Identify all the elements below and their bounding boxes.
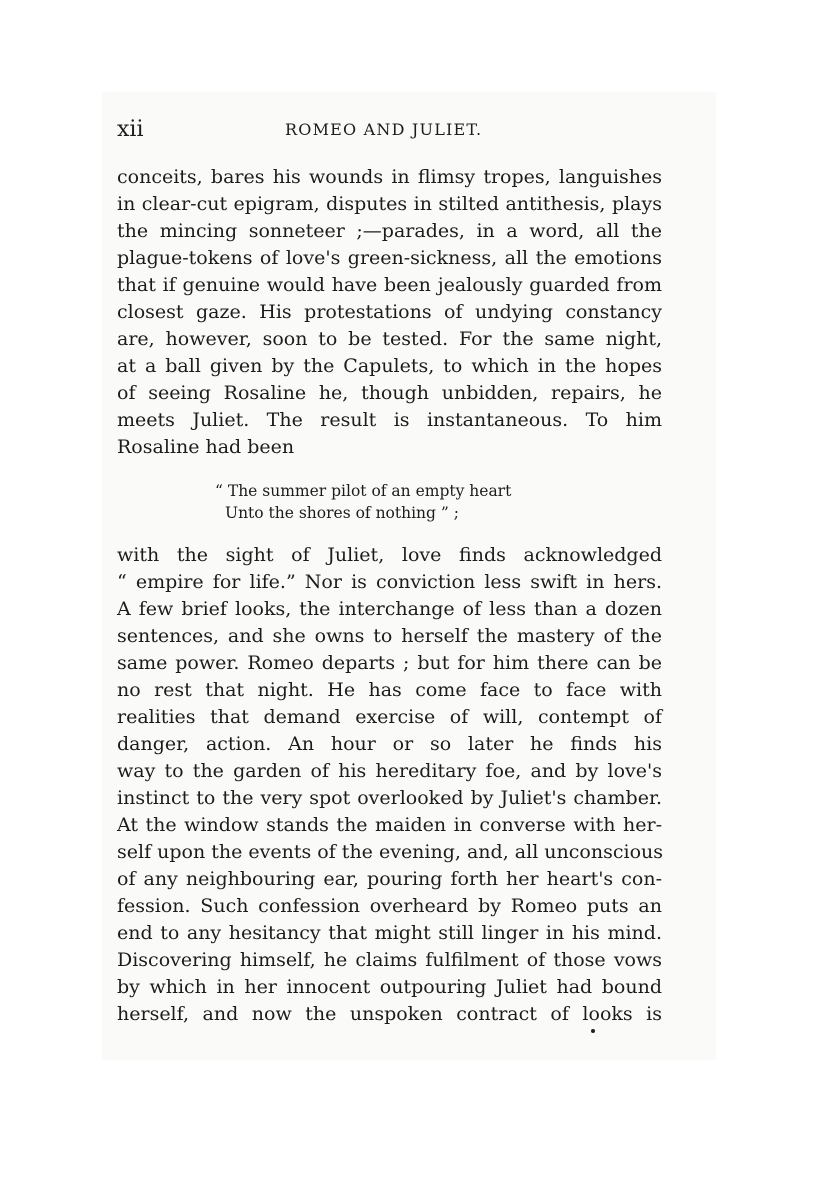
text-line: the mincing sonneteer ;—parades, in a word, all the (117, 220, 662, 242)
paragraph-2 (117, 542, 662, 1028)
text-line: instinct to the very spot overlooked by Juliet's chamber. (117, 787, 662, 809)
text-line: of any neighbouring ear, pouring forth her heart's con- (117, 868, 662, 890)
text-line: plague-tokens of love's green-sickness, all the emotions (117, 247, 662, 269)
text-line: at a ball given by the Capulets, to which in the hopes (117, 355, 662, 377)
text-line: that if genuine would have been jealously guarded from (117, 274, 662, 296)
text-line: are, however, soon to be tested. For the same night, (117, 328, 662, 350)
quote-line: Unto the shores of nothing ” ; (225, 504, 459, 522)
text-line: “ empire for life.” Nor is conviction less swift in hers. (117, 571, 662, 593)
text-line: by which in her innocent outpouring Juliet had bound (117, 976, 662, 998)
text-line: realities that demand exercise of will, contempt of (117, 706, 662, 728)
text-line: herself, and now the unspoken contract of looks is (117, 1003, 662, 1025)
text-line: of seeing Rosaline he, though unbidden, repairs, he (117, 382, 662, 404)
page-number: xii (117, 117, 144, 142)
page-header (117, 117, 662, 147)
text-line: sentences, and she owns to herself the mastery of the (117, 625, 662, 647)
running-title: ROMEO AND JULIET. (285, 120, 483, 139)
text-line: fession. Such confession overheard by Romeo puts an (117, 895, 662, 917)
text-line: end to any hesitancy that might still linger in his mind. (117, 922, 662, 944)
text-line: self upon the events of the evening, and, all unconscious (117, 841, 663, 863)
text-line: danger, action. An hour or so later he finds his (117, 733, 662, 755)
text-line: in clear-cut epigram, disputes in stilted antithesis, plays (117, 193, 662, 215)
text-line: meets Juliet. The result is instantaneous. To him (117, 409, 662, 431)
text-line: A few brief looks, the interchange of less than a dozen (117, 598, 662, 620)
text-line: same power. Romeo departs ; but for him there can be (117, 652, 662, 674)
verse-quote (215, 480, 511, 524)
text-line: way to the garden of his hereditary foe, and by love's (117, 760, 662, 782)
ink-speck (591, 1029, 595, 1033)
quote-line: “ The summer pilot of an empty heart (215, 482, 512, 500)
text-line: closest gaze. His protestations of undying constancy (117, 301, 662, 323)
text-line: Discovering himself, he claims fulfilment of those vows (117, 949, 662, 971)
text-line: no rest that night. He has come face to face with (117, 679, 662, 701)
text-line: conceits, bares his wounds in flimsy tropes, languishes (117, 166, 662, 188)
text-line: At the window stands the maiden in converse with her- (117, 814, 662, 836)
text-line: Rosaline had been (117, 436, 295, 458)
text-line: with the sight of Juliet, love finds acknowledged (117, 544, 662, 566)
paragraph-1 (117, 164, 662, 461)
